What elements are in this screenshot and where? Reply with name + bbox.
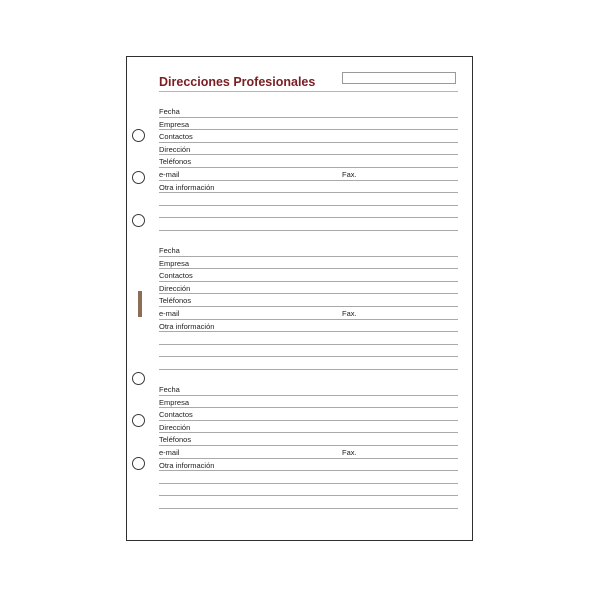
blank-line[interactable] [159,484,458,497]
title-rule [159,91,458,92]
field-label: Teléfonos [159,296,192,306]
fax-label: Fax. [342,309,357,319]
field-label: Empresa [159,258,190,268]
field-label: Dirección [159,422,191,432]
field-row-otra[interactable] [159,459,458,472]
field-label: Otra información [159,182,215,192]
field-row-telefonos[interactable] [159,294,458,307]
field-row-empresa[interactable] [159,257,458,270]
field-row-email[interactable] [159,168,458,181]
blank-line[interactable] [159,471,458,484]
address-block [159,105,458,231]
field-label: Empresa [159,397,190,407]
field-row-email[interactable] [159,307,458,320]
fax-label: Fax. [342,170,357,180]
address-block [159,383,458,509]
field-label: Dirección [159,283,191,293]
field-label: e-mail [159,170,180,180]
binder-hole [132,372,145,385]
page-title: Direcciones Profesionales [159,75,316,89]
field-row-fecha[interactable] [159,383,458,396]
field-label: Fecha [159,246,180,256]
field-label: Otra información [159,460,215,470]
blank-line[interactable] [159,218,458,231]
field-label: Teléfonos [159,157,192,167]
field-row-fecha[interactable] [159,105,458,118]
field-row-contactos[interactable] [159,130,458,143]
field-label: Empresa [159,119,190,129]
field-row-otra[interactable] [159,320,458,333]
field-label: Contactos [159,410,193,420]
field-row-empresa[interactable] [159,396,458,409]
address-block [159,244,458,370]
field-label: Fecha [159,107,180,117]
brand-mark [138,291,142,317]
blank-line[interactable] [159,345,458,358]
field-label: e-mail [159,448,180,458]
planner-sheet [126,56,473,541]
fax-label: Fax. [342,448,357,458]
blank-line[interactable] [159,206,458,219]
field-label: Otra información [159,321,215,331]
blank-line[interactable] [159,193,458,206]
title-input-box[interactable] [342,72,456,84]
field-row-direccion[interactable] [159,282,458,295]
field-row-direccion[interactable] [159,421,458,434]
field-row-telefonos[interactable] [159,433,458,446]
field-row-contactos[interactable] [159,408,458,421]
binder-hole [132,214,145,227]
binder-hole [132,414,145,427]
field-row-otra[interactable] [159,181,458,194]
binder-hole [132,171,145,184]
field-row-contactos[interactable] [159,269,458,282]
binder-hole [132,457,145,470]
field-row-telefonos[interactable] [159,155,458,168]
field-label: e-mail [159,309,180,319]
field-label: Fecha [159,385,180,395]
field-label: Dirección [159,144,191,154]
binder-hole [132,129,145,142]
field-row-empresa[interactable] [159,118,458,131]
blank-line[interactable] [159,357,458,370]
field-row-direccion[interactable] [159,143,458,156]
blank-line[interactable] [159,332,458,345]
field-label: Teléfonos [159,435,192,445]
field-row-email[interactable] [159,446,458,459]
field-label: Contactos [159,271,193,281]
field-row-fecha[interactable] [159,244,458,257]
blank-line[interactable] [159,496,458,509]
field-label: Contactos [159,132,193,142]
